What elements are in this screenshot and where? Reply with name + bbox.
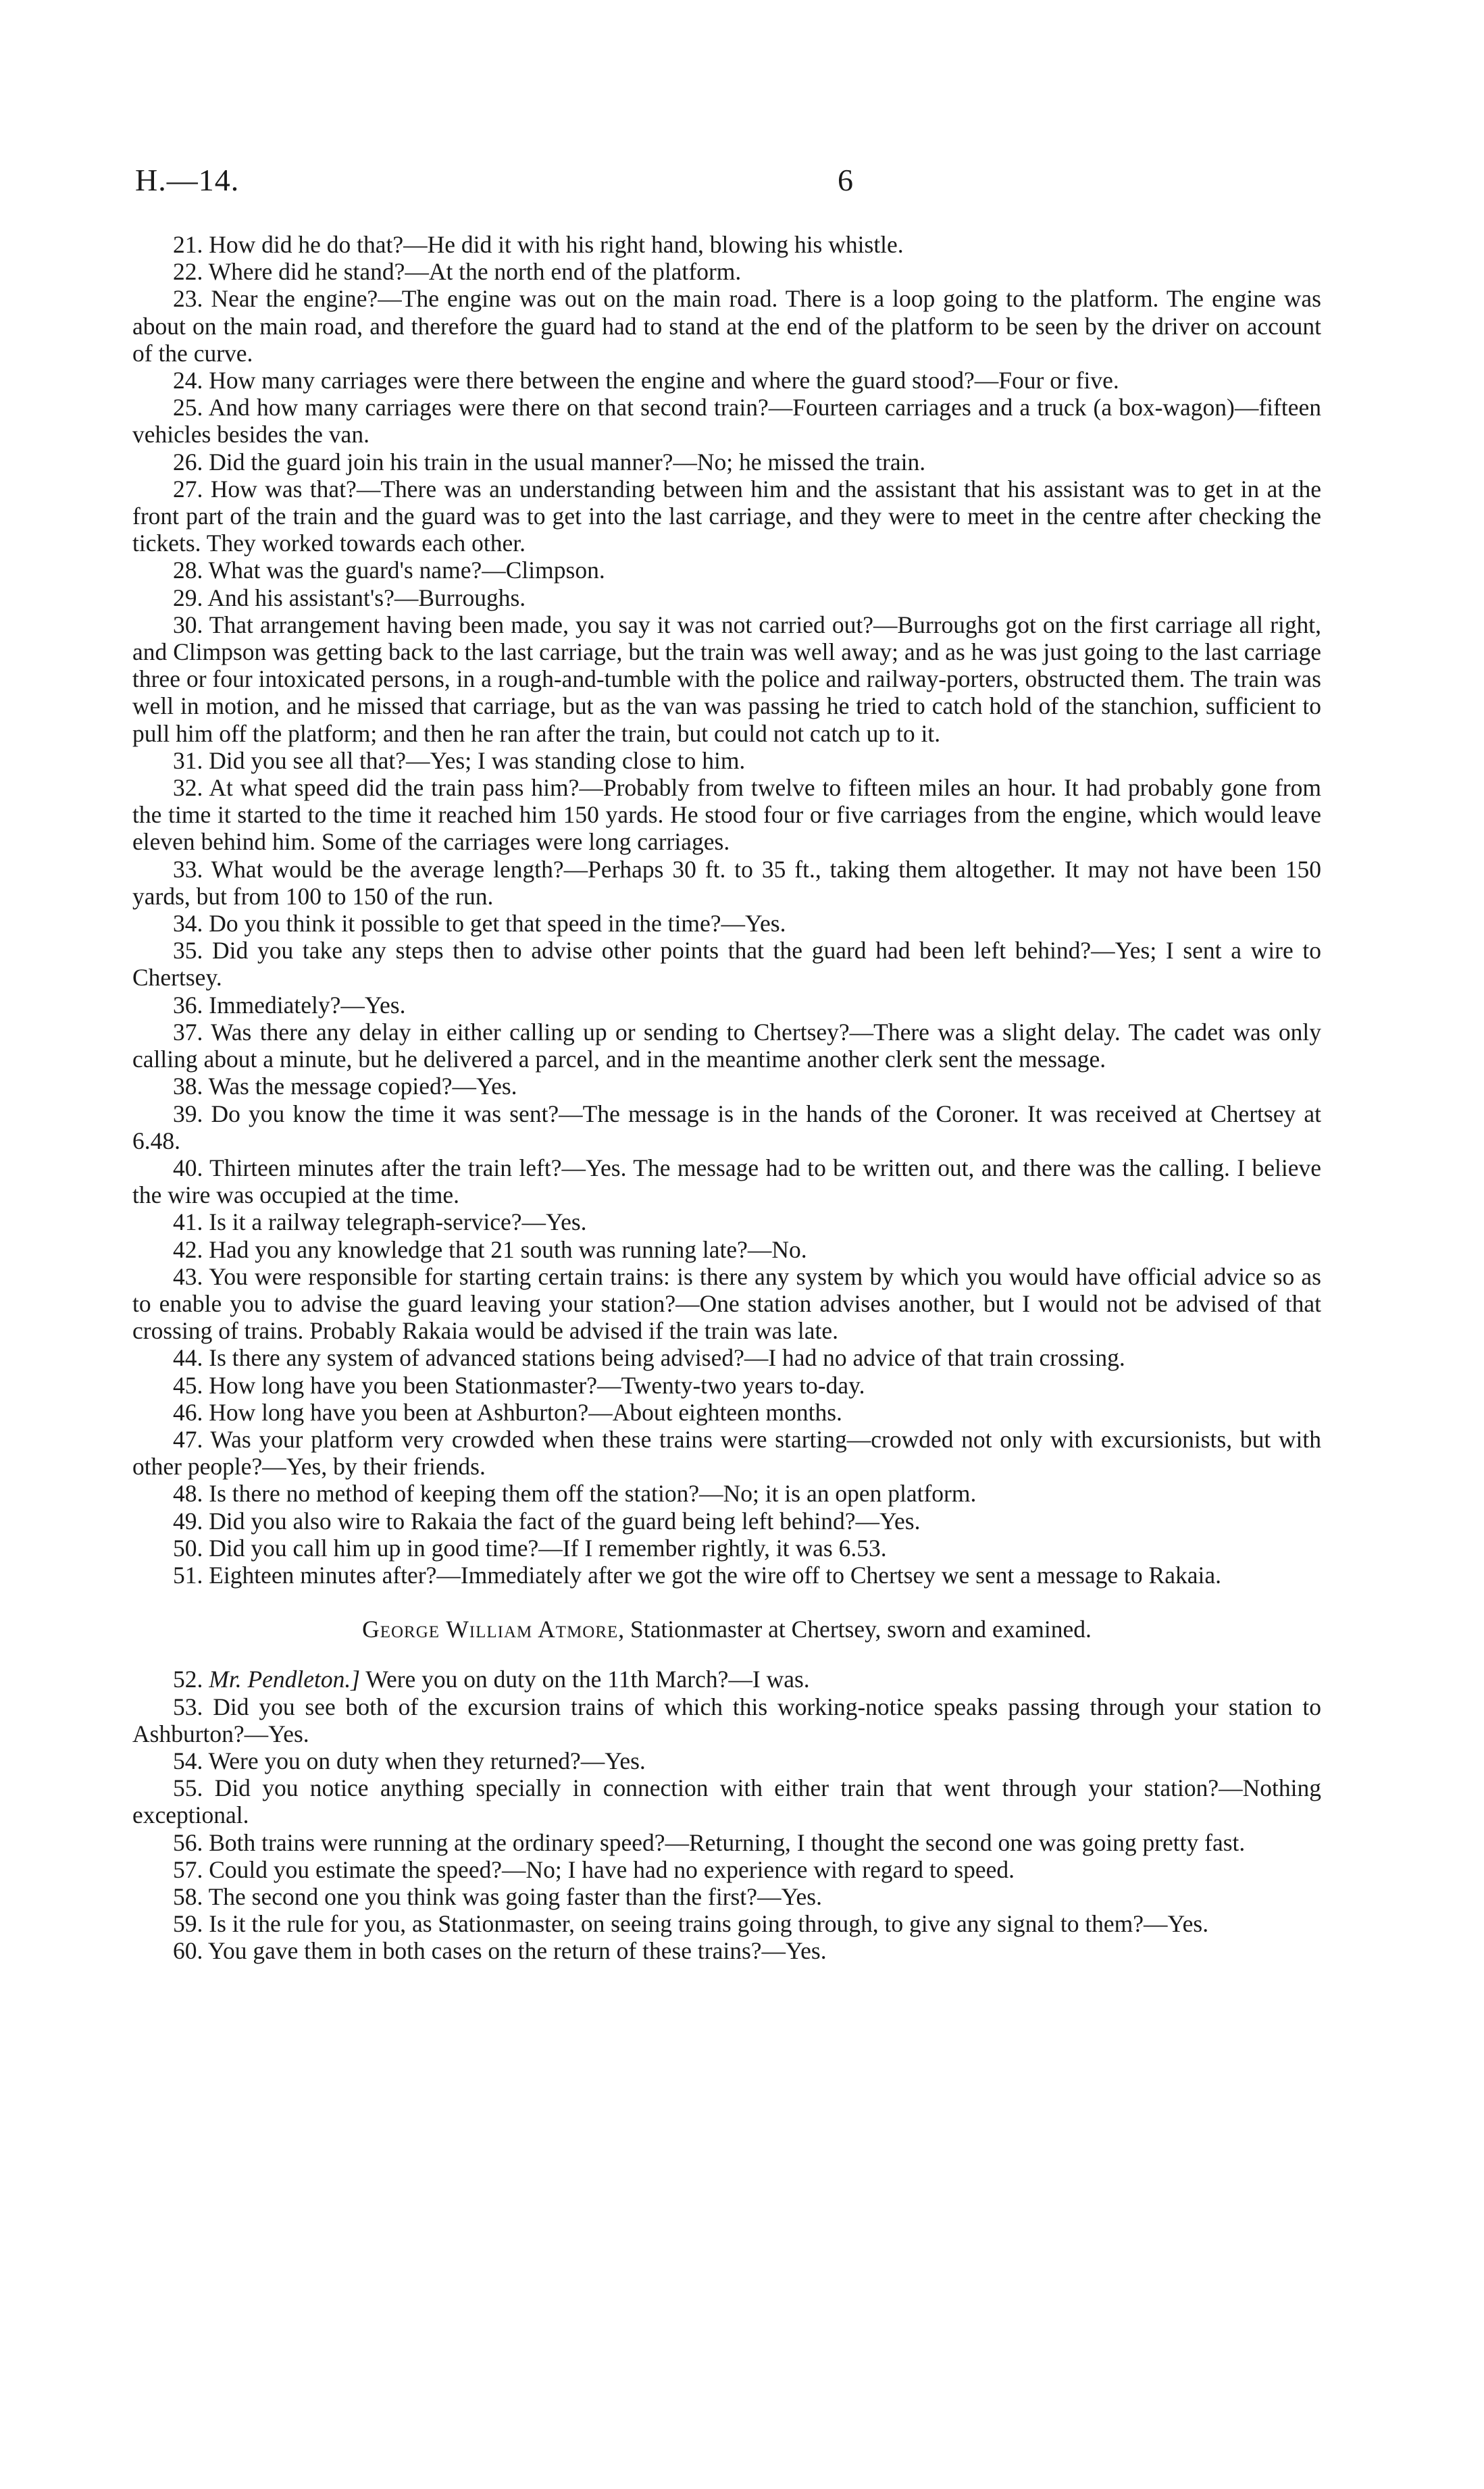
testimony-paragraph: 36. Immediately?—Yes.	[173, 991, 406, 1019]
testimony-paragraph: 45. How long have you been Stationmaster?—Twenty-two years to-day.	[173, 1371, 865, 1399]
testimony-paragraph: 42. Had you any knowledge that 21 south was running late?—No.	[173, 1235, 807, 1263]
testimony-paragraph: 34. Do you think it possible to get that speed in the time?—Yes.	[173, 910, 786, 938]
testimony-paragraph: 47. Was your platform very crowded when these trains were starting—crowded not only with excursionists, but with other people?—Yes, by their friends.	[132, 1425, 1321, 1481]
testimony-paragraph: 49. Did you also wire to Rakaia the fact of the guard being left behind?—Yes.	[173, 1507, 921, 1535]
testimony-section-second	[132, 1693, 1321, 1965]
question-text: Were you on duty on the 11th March?—I was.	[360, 1666, 810, 1693]
witness-description: , Stationmaster at Chertsey, sworn and examined.	[618, 1616, 1092, 1643]
testimony-paragraph: 41. Is it a railway telegraph-service?—Yes.	[173, 1208, 587, 1236]
testimony-paragraph: 22. Where did he stand?—At the north end of the platform.	[173, 258, 742, 286]
testimony-paragraph: 31. Did you see all that?—Yes; I was standing close to him.	[173, 746, 746, 774]
question-52	[132, 1666, 1321, 1693]
page-header	[135, 162, 1324, 209]
testimony-paragraph: 58. The second one you think was going faster than the first?—Yes.	[173, 1882, 822, 1910]
testimony-paragraph: 60. You gave them in both cases on the return of these trains?—Yes.	[173, 1937, 827, 1965]
witness-heading	[132, 1616, 1321, 1643]
document-reference: H.—14.	[135, 163, 240, 197]
question-number: 52.	[173, 1666, 203, 1693]
testimony-paragraph: 21. How did he do that?—He did it with his right hand, blowing his whistle.	[173, 231, 904, 258]
testimony-paragraph: 54. Were you on duty when they returned?—Yes.	[173, 1747, 646, 1774]
testimony-paragraph: 55. Did you notice anything specially in connection with either train that went through your station?—Nothing exceptional.	[132, 1774, 1321, 1829]
testimony-paragraph: 35. Did you take any steps then to advise other points that the guard had been left behind?—Yes; I sent a wire to Chertsey.	[132, 937, 1321, 992]
witness-name: George William Atmore	[362, 1616, 619, 1643]
testimony-paragraph: 29. And his assistant's?—Burroughs.	[173, 584, 526, 611]
testimony-paragraph: 23. Near the engine?—The engine was out on the main road. There is a loop going to the platform. The engine was about on the main road, and therefore the guard had to stand at the end of the platform to be seen by the driver on account of the curve.	[132, 285, 1321, 367]
testimony-paragraph: 38. Was the message copied?—Yes.	[173, 1073, 517, 1100]
testimony-paragraph: 25. And how many carriages were there on that second train?—Fourteen carriages and a truck (a box-wagon)—fifteen vehicles besides the van.	[132, 394, 1321, 448]
testimony-paragraph: 37. Was there any delay in either calling up or sending to Chertsey?—There was a slight delay. The cadet was only calling about a minute, but he delivered a parcel, and in the meantime another clerk sent the message.	[132, 1018, 1321, 1073]
testimony-paragraph: 33. What would be the average length?—Perhaps 30 ft. to 35 ft., taking them altogether. It may not have been 150 yards, but from 100 to 150 of the run.	[132, 855, 1321, 910]
testimony-paragraph: 50. Did you call him up in good time?—If I remember rightly, it was 6.53.	[173, 1534, 887, 1562]
testimony-paragraph: 57. Could you estimate the speed?—No; I have had no experience with regard to speed.	[173, 1855, 1015, 1883]
page-number: 6	[838, 163, 853, 197]
examiner-name: Mr. Pendleton.]	[209, 1666, 361, 1693]
testimony-paragraph: 30. That arrangement having been made, you say it was not carried out?—Burroughs got on the first carriage all right, and Climpson was getting back to the last carriage, but the train was well away; and as he was just going to the last carriage three or four intoxicated persons, in a rough-and-tumble with the police and railway-porters, obstructed them. The train was well in motion, and he missed that carriage, but as the van was passing he tried to catch hold of the stanchion, sufficient to pull him off the platform; and then he ran after the train, but could not catch up to it.	[132, 611, 1321, 747]
testimony-paragraph: 46. How long have you been at Ashburton?—About eighteen months.	[173, 1398, 842, 1426]
testimony-paragraph: 43. You were responsible for starting certain trains: is there any system by which you would have official advice so as to enable you to advise the guard leaving your station?—One station advises another, but I would not be advised of that crossing of trains. Probably Rakaia would be advised if the train was late.	[132, 1262, 1321, 1345]
testimony-paragraph: 51. Eighteen minutes after?—Immediately after we got the wire off to Chertsey we sent a message to Rakaia.	[173, 1561, 1221, 1589]
testimony-paragraph: 44. Is there any system of advanced stations being advised?—I had no advice of that train crossing.	[173, 1344, 1125, 1372]
testimony-paragraph: 40. Thirteen minutes after the train left?—Yes. The message had to be written out, and there was the calling. I believe the wire was occupied at the time.	[132, 1154, 1321, 1209]
testimony-paragraph: 53. Did you see both of the excursion trains of which this working-notice speaks passing through your station to Ashburton?—Yes.	[132, 1693, 1321, 1747]
testimony-paragraph: 32. At what speed did the train pass him?—Probably from twelve to fifteen miles an hour. It had probably gone from the time it started to the time it reached him 150 yards. He stood four or five carriages from the engine, which would leave eleven behind him. Some of the carriages were long carriages.	[132, 774, 1321, 856]
testimony-paragraph: 56. Both trains were running at the ordinary speed?—Returning, I thought the second one was going pretty fast.	[173, 1828, 1246, 1856]
testimony-paragraph: 59. Is it the rule for you, as Stationmaster, on seeing trains going through, to give any signal to them?—Yes.	[173, 1910, 1209, 1938]
testimony-body	[132, 231, 1321, 1965]
testimony-section-first	[132, 231, 1321, 1589]
testimony-paragraph: 26. Did the guard join his train in the usual manner?—No; he missed the train.	[173, 448, 926, 476]
testimony-paragraph: 39. Do you know the time it was sent?—The message is in the hands of the Coroner. It was received at Chertsey at 6.48.	[132, 1100, 1321, 1154]
testimony-paragraph: 48. Is there no method of keeping them off the station?—No; it is an open platform.	[173, 1480, 977, 1508]
testimony-paragraph: 28. What was the guard's name?—Climpson.	[173, 557, 605, 584]
testimony-paragraph: 27. How was that?—There was an understanding between him and the assistant that his assistant was to get in at the front part of the train and the guard was to get into the last carriage, and they were to meet in the centre after checking the tickets. They worked towards each other.	[132, 475, 1321, 557]
testimony-paragraph: 24. How many carriages were there between the engine and where the guard stood?—Four or five.	[173, 367, 1119, 394]
